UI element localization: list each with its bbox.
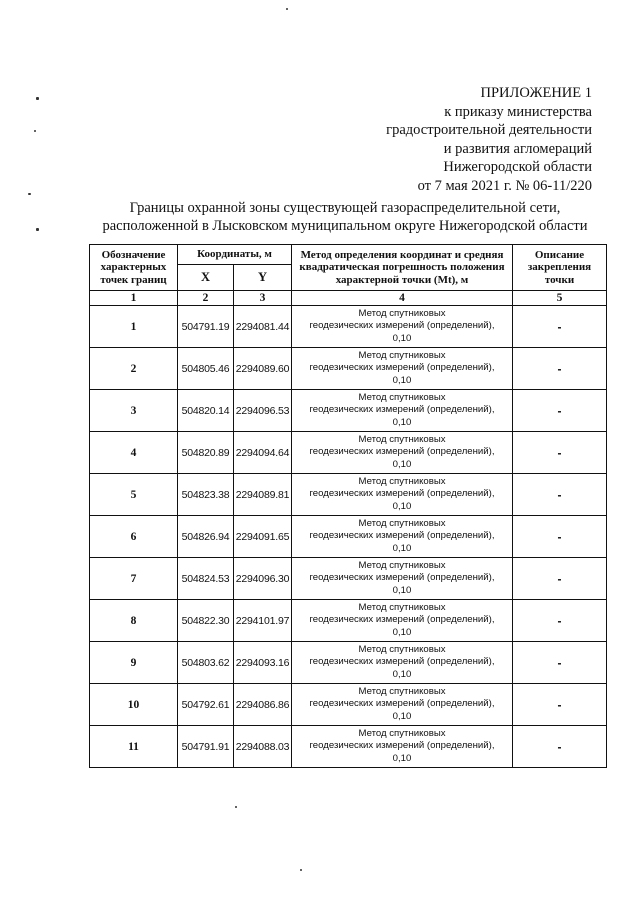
appendix-line: градостроительной деятельности — [386, 122, 592, 139]
method-line: геодезических измерений (определений), — [309, 488, 495, 500]
method-line: Метод спутниковых — [358, 391, 446, 403]
description-cell: - — [513, 474, 607, 516]
method-cell — [292, 474, 513, 516]
x-cell: 504792.61 — [178, 684, 234, 726]
header-coords: Координаты, м — [178, 245, 292, 265]
method-line: геодезических измерений (определений), — [309, 320, 495, 332]
method-line: 0,10 — [392, 668, 412, 680]
column-number: 5 — [513, 291, 607, 306]
point-cell: 3 — [90, 390, 178, 432]
method-line: геодезических измерений (определений), — [309, 698, 495, 710]
description-cell: - — [513, 432, 607, 474]
column-number: 4 — [292, 291, 513, 306]
point-cell: 1 — [90, 306, 178, 348]
x-cell: 504820.14 — [178, 390, 234, 432]
point-cell: 6 — [90, 516, 178, 558]
header-description: Описание закрепления точки — [513, 245, 607, 291]
column-number: 3 — [234, 291, 292, 306]
table-row — [90, 474, 607, 516]
description-cell: - — [513, 558, 607, 600]
method-line: 0,10 — [392, 458, 412, 470]
appendix-line: Нижегородской области — [443, 159, 592, 176]
header-method: Метод определения координат и средняя квадратическая погрешность положения характерной точки (Mt), м — [292, 245, 513, 291]
scan-speck — [300, 869, 302, 871]
table-row — [90, 642, 607, 684]
method-cell — [292, 516, 513, 558]
method-line: геодезических измерений (определений), — [309, 362, 495, 374]
point-cell: 2 — [90, 348, 178, 390]
table-row — [90, 726, 607, 768]
method-line: геодезических измерений (определений), — [309, 530, 495, 542]
boundary-points-table — [89, 244, 607, 768]
method-line: геодезических измерений (определений), — [309, 404, 495, 416]
point-cell: 5 — [90, 474, 178, 516]
description-cell: - — [513, 516, 607, 558]
y-cell: 2294086.86 — [234, 684, 292, 726]
point-cell: 9 — [90, 642, 178, 684]
point-cell: 10 — [90, 684, 178, 726]
description-cell: - — [513, 684, 607, 726]
scan-speck — [28, 193, 31, 195]
method-line: геодезических измерений (определений), — [309, 740, 495, 752]
table-row — [90, 306, 607, 348]
method-line: геодезических измерений (определений), — [309, 614, 495, 626]
description-cell: - — [513, 390, 607, 432]
method-cell — [292, 558, 513, 600]
method-line: Метод спутниковых — [358, 601, 446, 613]
appendix-header — [386, 84, 592, 196]
method-line: 0,10 — [392, 584, 412, 596]
description-cell: - — [513, 348, 607, 390]
y-cell: 2294081.44 — [234, 306, 292, 348]
method-cell — [292, 600, 513, 642]
description-cell: - — [513, 600, 607, 642]
method-line: 0,10 — [392, 626, 412, 638]
method-line: Метод спутниковых — [358, 559, 446, 571]
method-line: 0,10 — [392, 374, 412, 386]
table-row — [90, 558, 607, 600]
table-row — [90, 516, 607, 558]
x-cell: 504822.30 — [178, 600, 234, 642]
scan-speck — [36, 97, 39, 100]
y-cell: 2294089.60 — [234, 348, 292, 390]
method-line: геодезических измерений (определений), — [309, 572, 495, 584]
method-line: геодезических измерений (определений), — [309, 446, 495, 458]
method-line: Метод спутниковых — [358, 433, 446, 445]
method-line: 0,10 — [392, 752, 412, 764]
description-cell: - — [513, 726, 607, 768]
header-y: Y — [234, 265, 292, 291]
description-cell: - — [513, 306, 607, 348]
x-cell: 504791.91 — [178, 726, 234, 768]
table-body — [90, 306, 607, 768]
method-line: 0,10 — [392, 710, 412, 722]
method-line: Метод спутниковых — [358, 517, 446, 529]
table-row — [90, 390, 607, 432]
appendix-line: ПРИЛОЖЕНИЕ 1 — [480, 85, 592, 101]
y-cell: 2294093.16 — [234, 642, 292, 684]
table-row — [90, 432, 607, 474]
method-line: Метод спутниковых — [358, 307, 446, 319]
y-cell: 2294088.03 — [234, 726, 292, 768]
method-line: геодезических измерений (определений), — [309, 656, 495, 668]
y-cell: 2294101.97 — [234, 600, 292, 642]
point-cell: 4 — [90, 432, 178, 474]
title-line: расположенной в Лысковском муниципальном округе Нижегородской области — [102, 217, 588, 234]
method-line: Метод спутниковых — [358, 727, 446, 739]
method-cell — [292, 306, 513, 348]
method-line: Метод спутниковых — [358, 475, 446, 487]
method-cell — [292, 684, 513, 726]
scan-speck — [34, 130, 36, 132]
column-number: 1 — [90, 291, 178, 306]
method-cell — [292, 432, 513, 474]
description-cell: - — [513, 642, 607, 684]
x-cell: 504803.62 — [178, 642, 234, 684]
y-cell: 2294089.81 — [234, 474, 292, 516]
method-line: 0,10 — [392, 416, 412, 428]
appendix-line: и развития агломераций — [443, 140, 592, 157]
appendix-line: от 7 мая 2021 г. № 06-11/220 — [417, 177, 592, 194]
y-cell: 2294096.30 — [234, 558, 292, 600]
point-cell: 7 — [90, 558, 178, 600]
y-cell: 2294091.65 — [234, 516, 292, 558]
method-cell — [292, 726, 513, 768]
y-cell: 2294094.64 — [234, 432, 292, 474]
method-line: Метод спутниковых — [358, 685, 446, 697]
x-cell: 504823.38 — [178, 474, 234, 516]
scan-speck — [36, 228, 39, 231]
x-cell: 504805.46 — [178, 348, 234, 390]
method-line: 0,10 — [392, 542, 412, 554]
appendix-line: к приказу министерства — [444, 103, 592, 120]
header-point: Обозначение характерных точек границ — [90, 245, 178, 291]
point-cell: 8 — [90, 600, 178, 642]
column-number: 2 — [178, 291, 234, 306]
x-cell: 504791.19 — [178, 306, 234, 348]
method-cell — [292, 348, 513, 390]
table-row — [90, 348, 607, 390]
x-cell: 504820.89 — [178, 432, 234, 474]
scan-speck — [235, 806, 237, 808]
method-line: 0,10 — [392, 500, 412, 512]
y-cell: 2294096.53 — [234, 390, 292, 432]
x-cell: 504826.94 — [178, 516, 234, 558]
header-x: X — [178, 265, 234, 291]
point-cell: 11 — [90, 726, 178, 768]
x-cell: 504824.53 — [178, 558, 234, 600]
table-row — [90, 684, 607, 726]
method-line: Метод спутниковых — [358, 349, 446, 361]
title-line: Границы охранной зоны существующей газораспределительной сети, — [129, 200, 561, 216]
method-line: 0,10 — [392, 332, 412, 344]
scan-speck — [286, 8, 288, 10]
method-cell — [292, 390, 513, 432]
document-title — [80, 200, 610, 235]
method-line: Метод спутниковых — [358, 643, 446, 655]
table-row — [90, 600, 607, 642]
method-cell — [292, 642, 513, 684]
